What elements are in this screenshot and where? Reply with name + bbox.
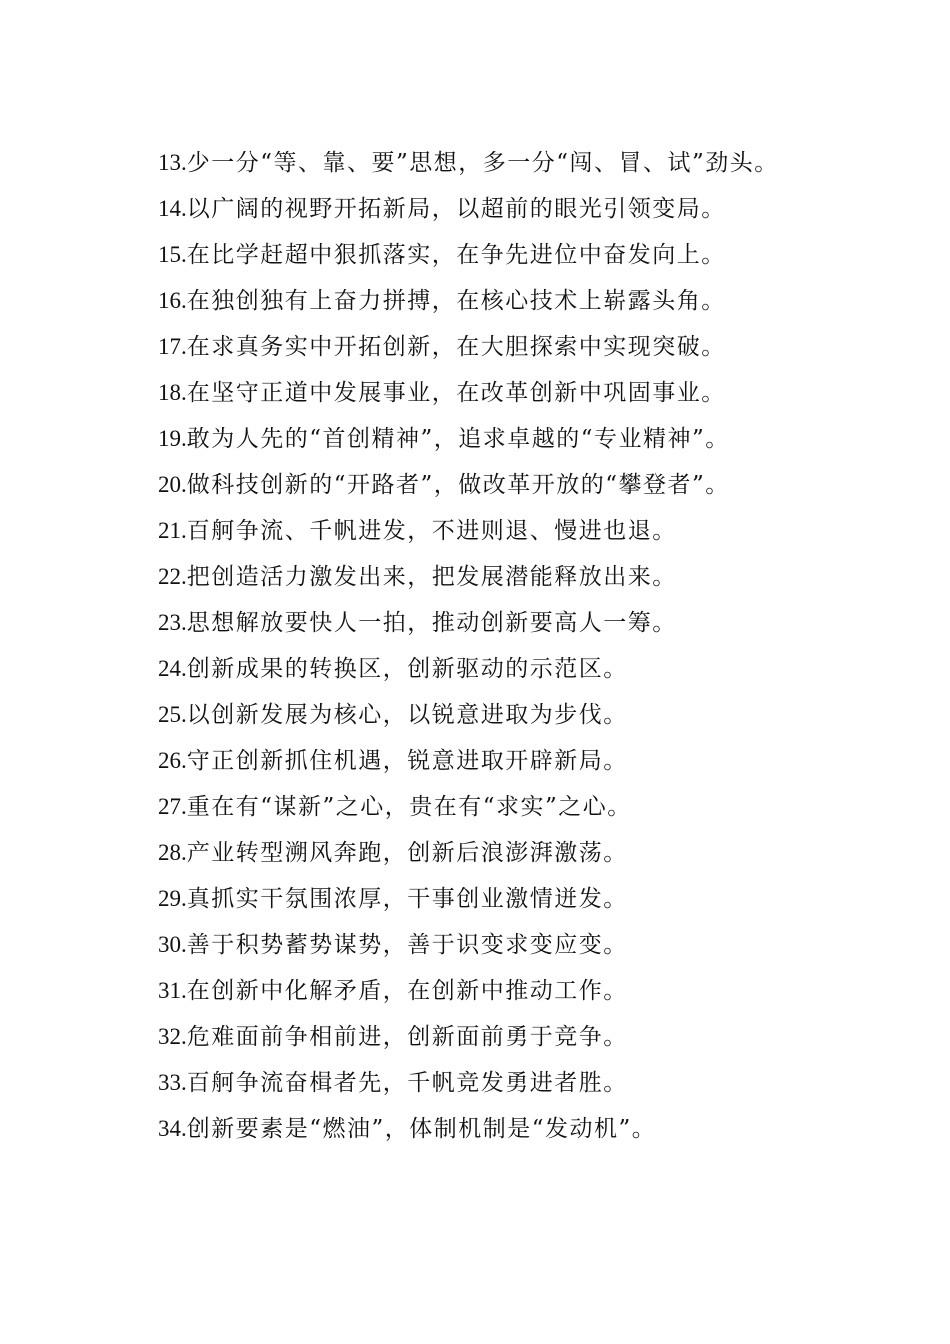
list-item [120, 1106, 832, 1152]
list-item [120, 968, 832, 1014]
item-text: 真抓实干氛围浓厚，干事创业激情迸发。 [186, 886, 628, 912]
item-text: 创新成果的转换区，创新驱动的示范区。 [186, 656, 628, 682]
list-item [120, 600, 832, 646]
item-number: 26. [158, 748, 187, 773]
item-text: 在比学赶超中狠抓落实，在争先进位中奋发向上。 [186, 242, 726, 268]
item-text: 百舸争流奋楫者先，千帆竞发勇进者胜。 [186, 1070, 628, 1096]
item-number: 33. [158, 1070, 187, 1095]
item-number: 13. [158, 150, 187, 175]
list-item [120, 186, 832, 232]
item-text: 以创新发展为核心，以锐意进取为步伐。 [186, 702, 628, 728]
list-item [120, 508, 832, 554]
item-text: 在独创独有上奋力拼搏，在核心技术上崭露头角。 [186, 288, 726, 314]
item-number: 19. [158, 426, 187, 451]
item-text: 危难面前争相前进，创新面前勇于竞争。 [186, 1024, 628, 1050]
item-text: 创新要素是“燃油”，体制机制是“发动机”。 [186, 1116, 657, 1142]
list-item [120, 370, 832, 416]
list-item [120, 140, 832, 186]
item-text: 做科技创新的“开路者”，做改革开放的“攀登者”。 [186, 472, 730, 498]
list-item [120, 416, 832, 462]
list-item [120, 922, 832, 968]
item-number: 14. [158, 196, 187, 221]
item-text: 百舸争流、千帆进发，不进则退、慢进也退。 [186, 518, 677, 544]
list-item [120, 1014, 832, 1060]
item-number: 24. [158, 656, 187, 681]
list-item [120, 232, 832, 278]
item-number: 23. [158, 610, 187, 635]
item-text: 重在有“谋新”之心，贵在有“求实”之心。 [186, 794, 632, 820]
item-number: 30. [158, 932, 187, 957]
item-text: 守正创新抓住机遇，锐意进取开辟新局。 [186, 748, 628, 774]
item-text: 把创造活力激发出来，把发展潜能释放出来。 [186, 564, 677, 590]
item-number: 29. [158, 886, 187, 911]
item-number: 21. [158, 518, 187, 543]
item-text: 少一分“等、靠、要”思想，多一分“闯、冒、试”劲头。 [186, 150, 779, 176]
item-number: 27. [158, 794, 187, 819]
list-item [120, 646, 832, 692]
item-text: 善于积势蓄势谋势，善于识变求变应变。 [186, 932, 628, 958]
item-number: 18. [158, 380, 187, 405]
list-item [120, 692, 832, 738]
item-number: 15. [158, 242, 187, 267]
list-item [120, 462, 832, 508]
item-number: 25. [158, 702, 187, 727]
list-item [120, 830, 832, 876]
item-number: 31. [158, 978, 187, 1003]
item-text: 敢为人先的“首创精神”，追求卓越的“专业精神”。 [186, 426, 730, 452]
document-body [120, 140, 832, 1152]
list-item [120, 784, 832, 830]
item-text: 在坚守正道中发展事业，在改革创新中巩固事业。 [186, 380, 726, 406]
item-number: 22. [158, 564, 187, 589]
item-number: 34. [158, 1116, 187, 1141]
list-item [120, 324, 832, 370]
item-number: 32. [158, 1024, 187, 1049]
item-number: 17. [158, 334, 187, 359]
list-item [120, 876, 832, 922]
item-text: 产业转型溯风奔跑，创新后浪澎湃激荡。 [186, 840, 628, 866]
item-text: 在创新中化解矛盾，在创新中推动工作。 [186, 978, 628, 1004]
item-number: 20. [158, 472, 187, 497]
item-number: 28. [158, 840, 187, 865]
list-item [120, 738, 832, 784]
list-item [120, 278, 832, 324]
list-item [120, 554, 832, 600]
item-text: 在求真务实中开拓创新，在大胆探索中实现突破。 [186, 334, 726, 360]
list-item [120, 1060, 832, 1106]
item-text: 思想解放要快人一拍，推动创新要高人一筹。 [186, 610, 677, 636]
item-number: 16. [158, 288, 187, 313]
item-text: 以广阔的视野开拓新局，以超前的眼光引领变局。 [186, 196, 726, 222]
